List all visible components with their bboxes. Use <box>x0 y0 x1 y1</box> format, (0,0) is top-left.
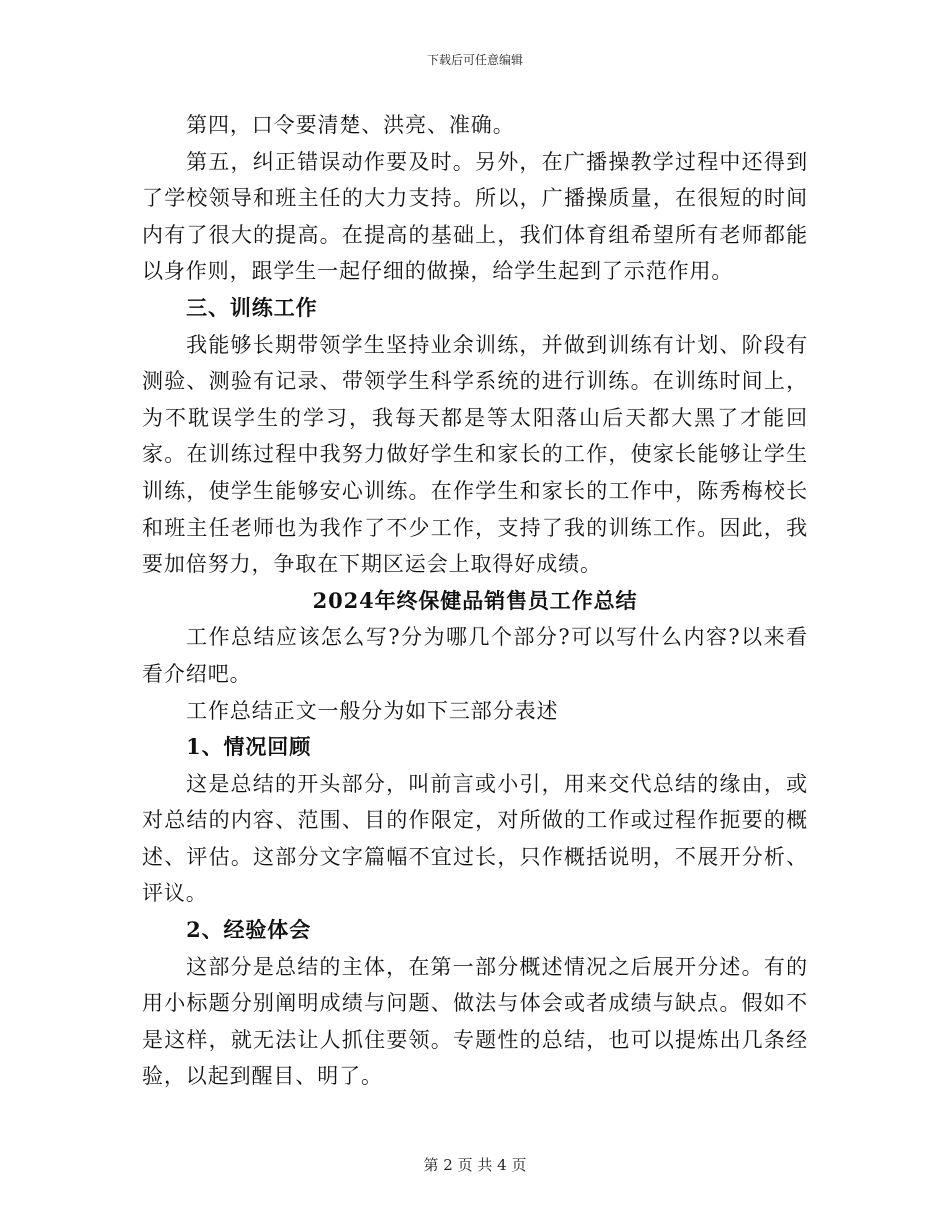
paragraph: 这部分是总结的主体，在第一部分概述情况之后展开分述。有的用小标题分别阐明成绩与问题、做法与体会或者成绩与缺点。假如不是这样，就无法让人抓住要领。专题性的总结，也可以提炼出几条经验，以起到醒目、明了。 <box>142 954 808 1089</box>
section-heading: 1、情况回顾 <box>186 734 312 760</box>
paragraph: 工作总结应该怎么写?分为哪几个部分?可以写什么内容?以来看看介绍吧。 <box>142 625 808 686</box>
section-heading: 三、训练工作 <box>186 294 318 320</box>
paragraph: 我能够长期带领学生坚持业余训练，并做到训练有计划、阶段有测验、测验有记录、带领学生科学系统的进行训练。在训练时间上，为不耽误学生的学习，我每天都是等太阳落山后天都大黑了才能回家。在训练过程中我努力做好学生和家长的工作，使家长能够让学生训练，使学生能够安心训练。在作学生和家长的工作中，陈秀梅校长和班主任老师也为我作了不少工作，支持了我的训练工作。因此，我要加倍努力，争取在下期区运会上取得好成绩。 <box>142 332 808 577</box>
page-header: 下载后可任意编辑 <box>426 53 523 67</box>
document-title: 2024年终保健品销售员工作总结 <box>312 587 638 613</box>
page-footer: 第 2 页 共 4 页 <box>423 1156 527 1174</box>
paragraph: 第五，纠正错误动作要及时。另外，在广播操教学过程中还得到了学校领导和班主任的大力支持。所以，广播操质量，在很短的时间内有了很大的提高。在提高的基础上，我们体育组希望所有老师都能以身作则，跟学生一起仔细的做操，给学生起到了示范作用。 <box>142 149 808 284</box>
section-heading: 2、经验体会 <box>186 917 312 943</box>
document-body <box>142 107 808 1095</box>
paragraph: 工作总结正文一般分为如下三部分表述 <box>186 698 559 723</box>
paragraph: 第四，口令要清楚、洪亮、准确。 <box>186 113 515 137</box>
paragraph: 这是总结的开头部分，叫前言或小引，用来交代总结的缘由，或对总结的内容、范围、目的作限定，对所做的工作或过程作扼要的概述、评估。这部分文字篇幅不宜过长，只作概括说明，不展开分析、评议。 <box>142 771 808 906</box>
